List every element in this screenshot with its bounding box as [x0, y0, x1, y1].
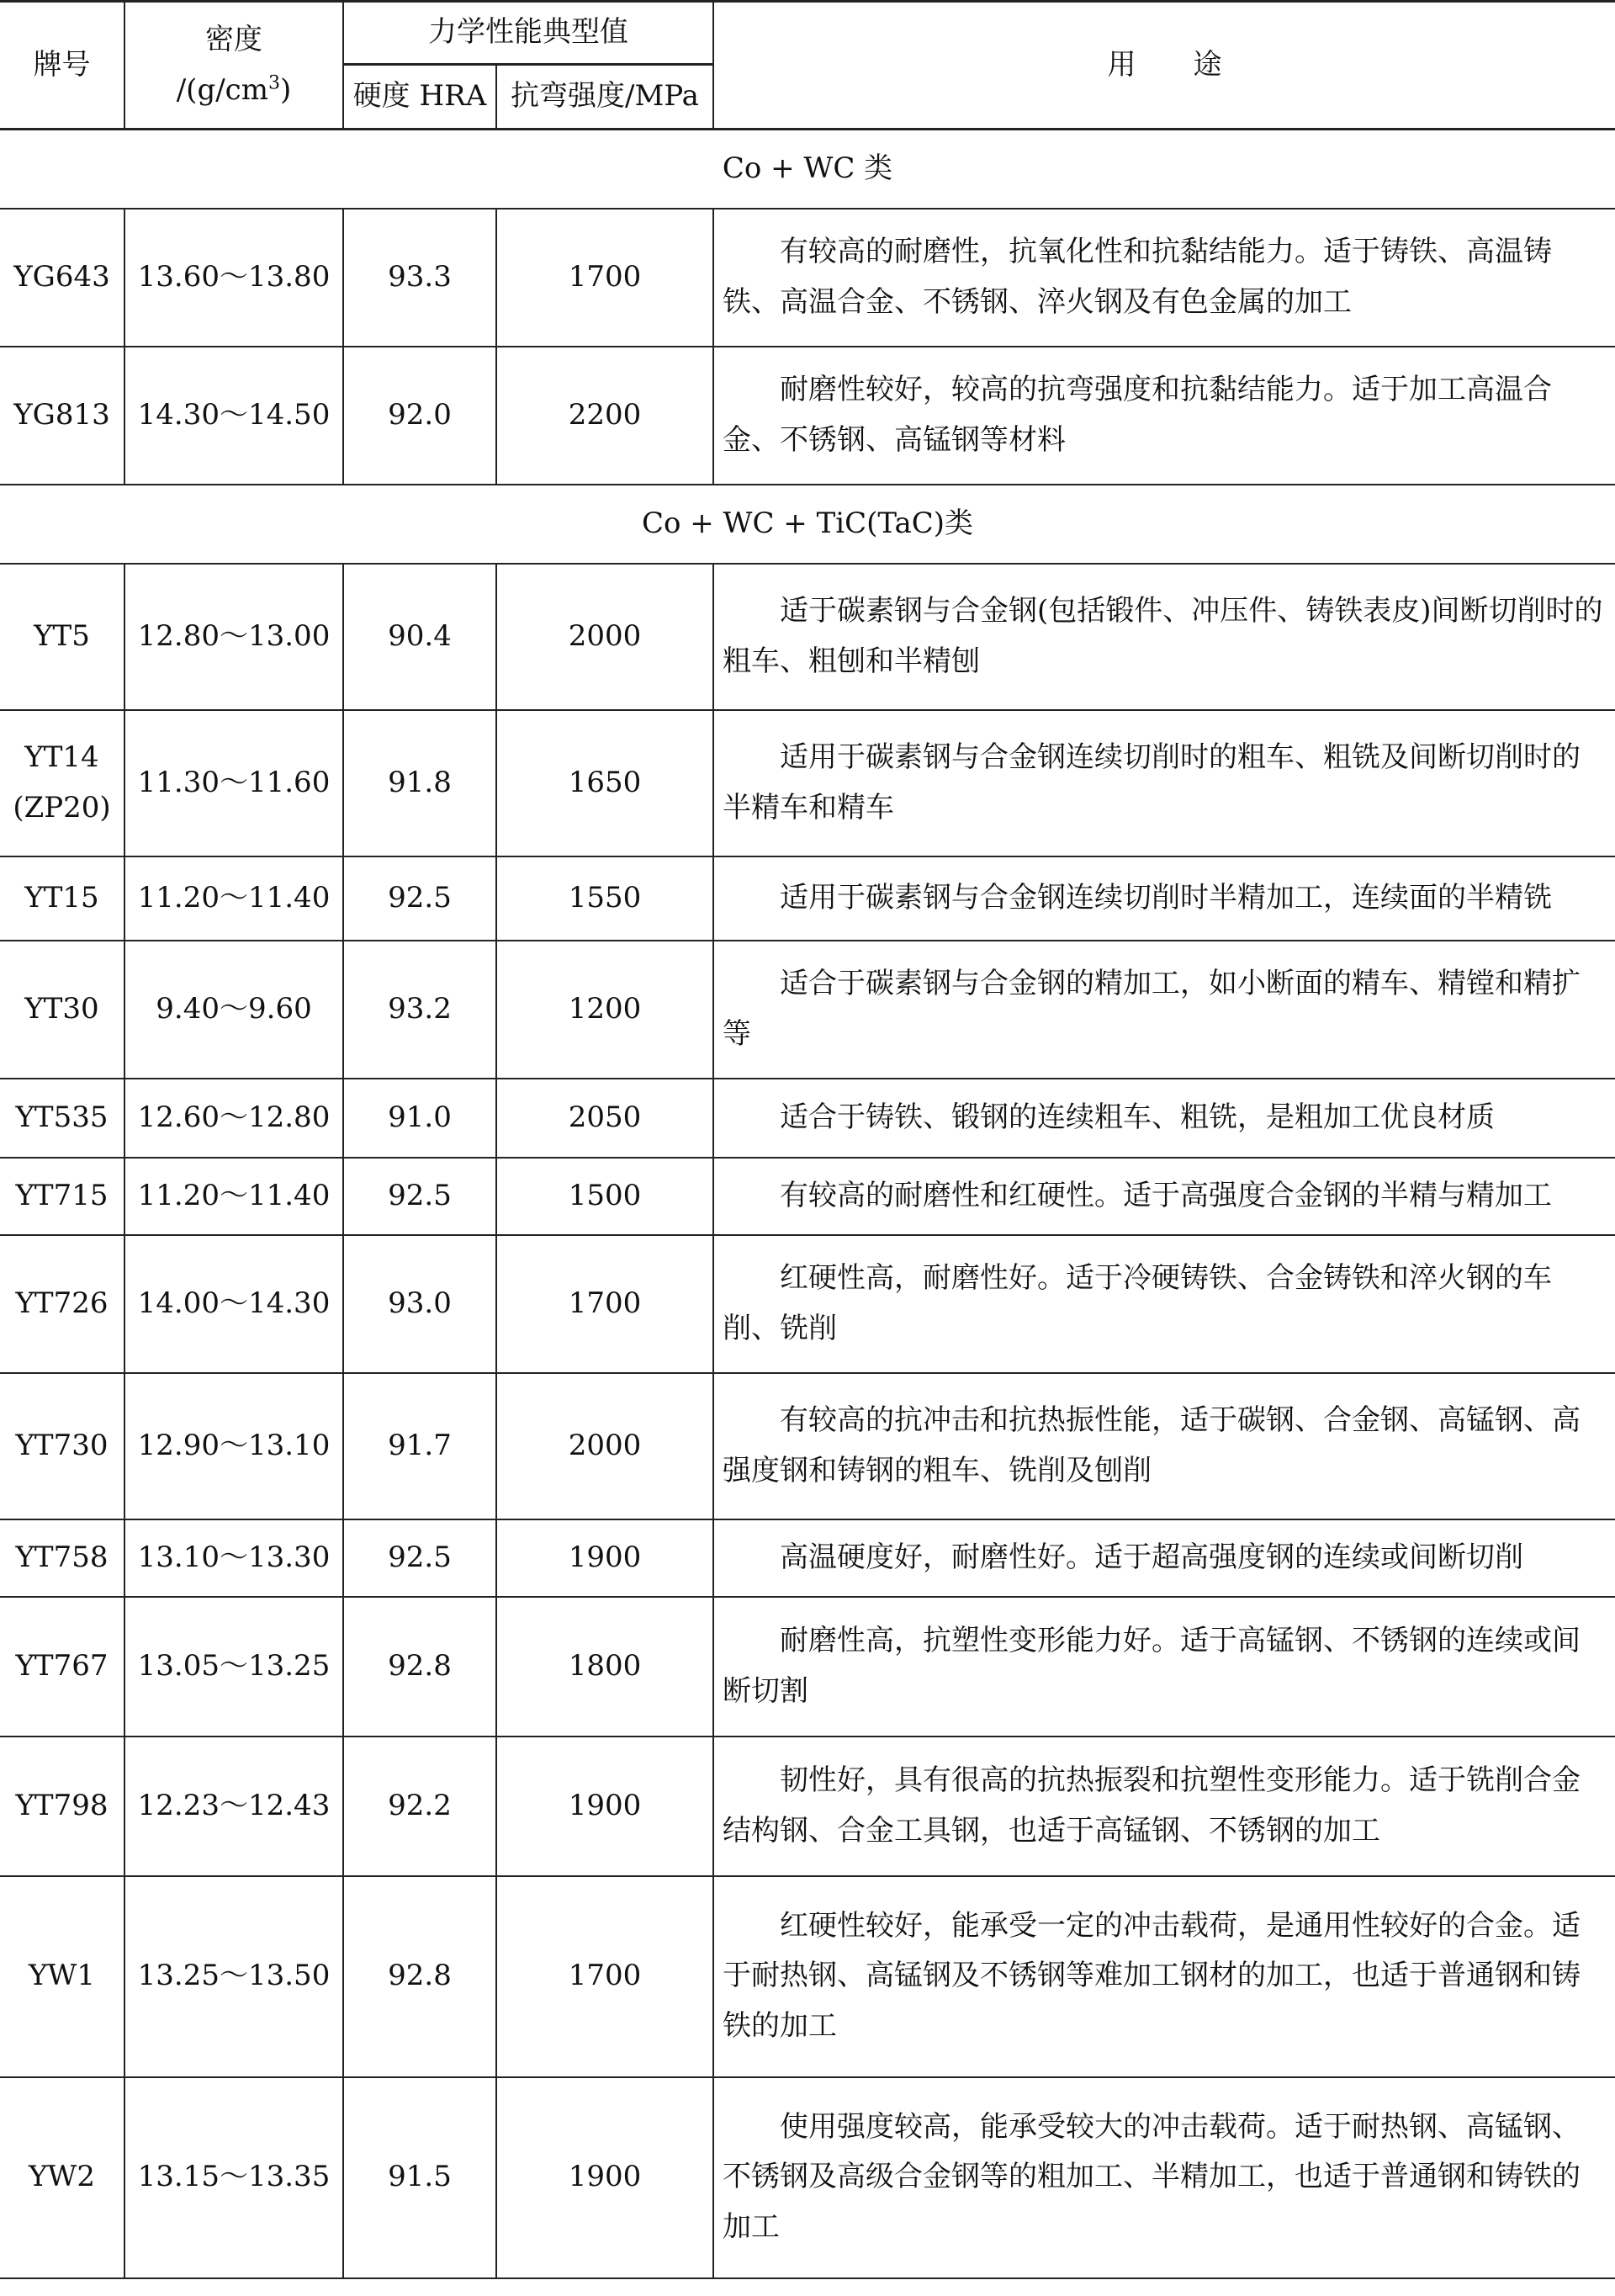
cell-grade: [0, 347, 124, 485]
cell-hardness: 92.5: [343, 856, 496, 941]
cell-usage: 适于碳素钢与合金钢(包括锻件、冲压件、铸铁表皮)间断切削时的粗车、粗刨和半精刨: [713, 564, 1615, 710]
cell-grade: [0, 564, 124, 710]
table-row: [0, 564, 1615, 710]
cell-grade: [0, 209, 124, 347]
cell-usage: 适合于碳素钢与合金钢的精加工，如小断面的精车、精镗和精扩等: [713, 941, 1615, 1079]
cell-density: 14.00～14.30: [124, 1235, 343, 1373]
cell-usage: 耐磨性高，抗塑性变形能力好。适于高锰钢、不锈钢的连续或间断切割: [713, 1597, 1615, 1737]
header-density-line1: 密度: [205, 23, 262, 56]
table-row: [0, 1235, 1615, 1373]
cell-density: 12.90～13.10: [124, 1373, 343, 1519]
cell-usage: 韧性好，具有很高的抗热振裂和抗塑性变形能力。适于铣削合金结构钢、合金工具钢，也适于高锰钢、不锈钢的加工: [713, 1737, 1615, 1876]
group-row: [0, 130, 1615, 209]
table-row: [0, 1079, 1615, 1158]
cell-density: 14.30～14.50: [124, 347, 343, 485]
grade-name: YT30: [24, 991, 99, 1026]
table-body: [0, 130, 1615, 2278]
cell-grade: [0, 1373, 124, 1519]
cell-strength: 1200: [496, 941, 713, 1079]
cell-strength: 2050: [496, 1079, 713, 1158]
cell-usage: 使用强度较高，能承受较大的冲击载荷。适于耐热钢、高锰钢、不锈钢及高级合金钢等的粗加工、半精加工，也适于普通钢和铸铁的加工: [713, 2077, 1615, 2278]
cell-hardness: 91.8: [343, 710, 496, 856]
cell-hardness: 91.7: [343, 1373, 496, 1519]
grade-name: YT715: [15, 1178, 109, 1212]
cell-hardness: 92.5: [343, 1519, 496, 1597]
cell-hardness: 91.0: [343, 1079, 496, 1158]
cell-hardness: 92.8: [343, 1597, 496, 1737]
cell-grade: [0, 1876, 124, 2077]
group-label: Co + WC 类: [0, 130, 1615, 209]
header-density-unit: /(g/cm: [176, 72, 268, 107]
grade-name: YW2: [28, 2160, 96, 2194]
cell-hardness: 92.8: [343, 1876, 496, 2077]
group-row: [0, 485, 1615, 564]
cell-strength: 2000: [496, 564, 713, 710]
cell-strength: 1650: [496, 710, 713, 856]
cell-grade: [0, 1158, 124, 1235]
cell-hardness: 93.2: [343, 941, 496, 1079]
cell-usage: 有较高的耐磨性，抗氧化性和抗黏结能力。适于铸铁、高温铸铁、高温合金、不锈钢、淬火钢及有色金属的加工: [713, 209, 1615, 347]
header-usage: 用 途: [713, 2, 1615, 130]
cell-density: 11.30～11.60: [124, 710, 343, 856]
grade-name: YW1: [28, 1959, 96, 1993]
grade-name: YT14: [24, 740, 99, 774]
cell-strength: 1700: [496, 1235, 713, 1373]
cell-usage: 红硬性较好，能承受一定的冲击载荷，是通用性较好的合金。适于耐热钢、高锰钢及不锈钢等难加工钢材的加工，也适于普通钢和铸铁的加工: [713, 1876, 1615, 2077]
table-row: [0, 1158, 1615, 1235]
cell-strength: 1900: [496, 1519, 713, 1597]
cell-strength: 2200: [496, 347, 713, 485]
cell-hardness: 91.5: [343, 2077, 496, 2278]
cell-density: 13.60～13.80: [124, 209, 343, 347]
grade-name: YT726: [15, 1286, 109, 1320]
header-density: [124, 2, 343, 130]
cell-usage: 适用于碳素钢与合金钢连续切削时半精加工，连续面的半精铣: [713, 856, 1615, 941]
cell-hardness: 93.3: [343, 209, 496, 347]
cell-strength: 2000: [496, 1373, 713, 1519]
cell-hardness: 92.5: [343, 1158, 496, 1235]
cell-strength: 1900: [496, 2077, 713, 2278]
header-density-line2: [125, 66, 342, 116]
grade-name: YT535: [15, 1100, 109, 1134]
header-strength: 抗弯强度/MPa: [496, 65, 713, 130]
cell-density: 13.10～13.30: [124, 1519, 343, 1597]
grade-name: YG813: [13, 397, 110, 432]
cell-density: 13.05～13.25: [124, 1597, 343, 1737]
cell-usage: 适用于碳素钢与合金钢连续切削时的粗车、粗铣及间断切削时的半精车和精车: [713, 710, 1615, 856]
header-grade: 牌号: [0, 2, 124, 130]
grade-name: YT798: [15, 1788, 109, 1822]
table-row: [0, 347, 1615, 485]
table-row: [0, 710, 1615, 856]
cell-grade: [0, 1519, 124, 1597]
table-row: [0, 856, 1615, 941]
cell-strength: 1550: [496, 856, 713, 941]
table-row: [0, 209, 1615, 347]
header-mech-group: 力学性能典型值: [343, 2, 713, 65]
cell-strength: 1700: [496, 1876, 713, 2077]
cell-usage: 红硬性高，耐磨性好。适于冷硬铸铁、合金铸铁和淬火钢的车削、铣削: [713, 1235, 1615, 1373]
grade-name: YT767: [15, 1648, 109, 1683]
cell-strength: 1500: [496, 1158, 713, 1235]
table-row: [0, 1876, 1615, 2077]
cell-density: 11.20～11.40: [124, 856, 343, 941]
cell-grade: [0, 941, 124, 1079]
cell-grade: [0, 710, 124, 856]
table-row: [0, 1519, 1615, 1597]
table-row: [0, 1597, 1615, 1737]
group-label: Co + WC + TiC(TaC)类: [0, 485, 1615, 564]
table-row: [0, 1737, 1615, 1876]
cell-strength: 1800: [496, 1597, 713, 1737]
cell-usage: 有较高的耐磨性和红硬性。适于高强度合金钢的半精与精加工: [713, 1158, 1615, 1235]
cell-hardness: 92.0: [343, 347, 496, 485]
cell-usage: 耐磨性较好，较高的抗弯强度和抗黏结能力。适于加工高温合金、不锈钢、高锰钢等材料: [713, 347, 1615, 485]
cell-usage: 适合于铸铁、锻钢的连续粗车、粗铣，是粗加工优良材质: [713, 1079, 1615, 1158]
cell-hardness: 93.0: [343, 1235, 496, 1373]
cell-density: 9.40～9.60: [124, 941, 343, 1079]
cell-density: 13.25～13.50: [124, 1876, 343, 2077]
table-row: [0, 941, 1615, 1079]
cell-grade: [0, 2077, 124, 2278]
cell-density: 12.80～13.00: [124, 564, 343, 710]
cell-hardness: 92.2: [343, 1737, 496, 1876]
cell-hardness: 90.4: [343, 564, 496, 710]
grade-name: YG643: [13, 259, 110, 294]
cell-grade: [0, 1597, 124, 1737]
cell-strength: 1900: [496, 1737, 713, 1876]
grade-name: YT5: [34, 618, 90, 653]
cell-usage: 高温硬度好，耐磨性好。适于超高强度钢的连续或间断切削: [713, 1519, 1615, 1597]
header-density-unit-close: ): [280, 72, 292, 107]
table-row: [0, 2077, 1615, 2278]
cell-usage: 有较高的抗冲击和抗热振性能，适于碳钢、合金钢、高锰钢、高强度钢和铸钢的粗车、铣削及刨削: [713, 1373, 1615, 1519]
cell-grade: [0, 1235, 124, 1373]
cell-density: 12.23～12.43: [124, 1737, 343, 1876]
cell-grade: [0, 1079, 124, 1158]
grade-name: YT730: [15, 1428, 109, 1462]
cell-grade: [0, 856, 124, 941]
header-density-sup: 3: [267, 72, 281, 94]
grade-alias: (ZP20): [13, 790, 111, 825]
cell-grade: [0, 1737, 124, 1876]
grade-name: YT758: [15, 1540, 109, 1574]
cell-strength: 1700: [496, 209, 713, 347]
header-hardness: 硬度 HRA: [343, 65, 496, 130]
cell-density: 11.20～11.40: [124, 1158, 343, 1235]
cell-density: 13.15～13.35: [124, 2077, 343, 2278]
cell-density: 12.60～12.80: [124, 1079, 343, 1158]
table-row: [0, 1373, 1615, 1519]
grade-name: YT15: [24, 880, 99, 915]
